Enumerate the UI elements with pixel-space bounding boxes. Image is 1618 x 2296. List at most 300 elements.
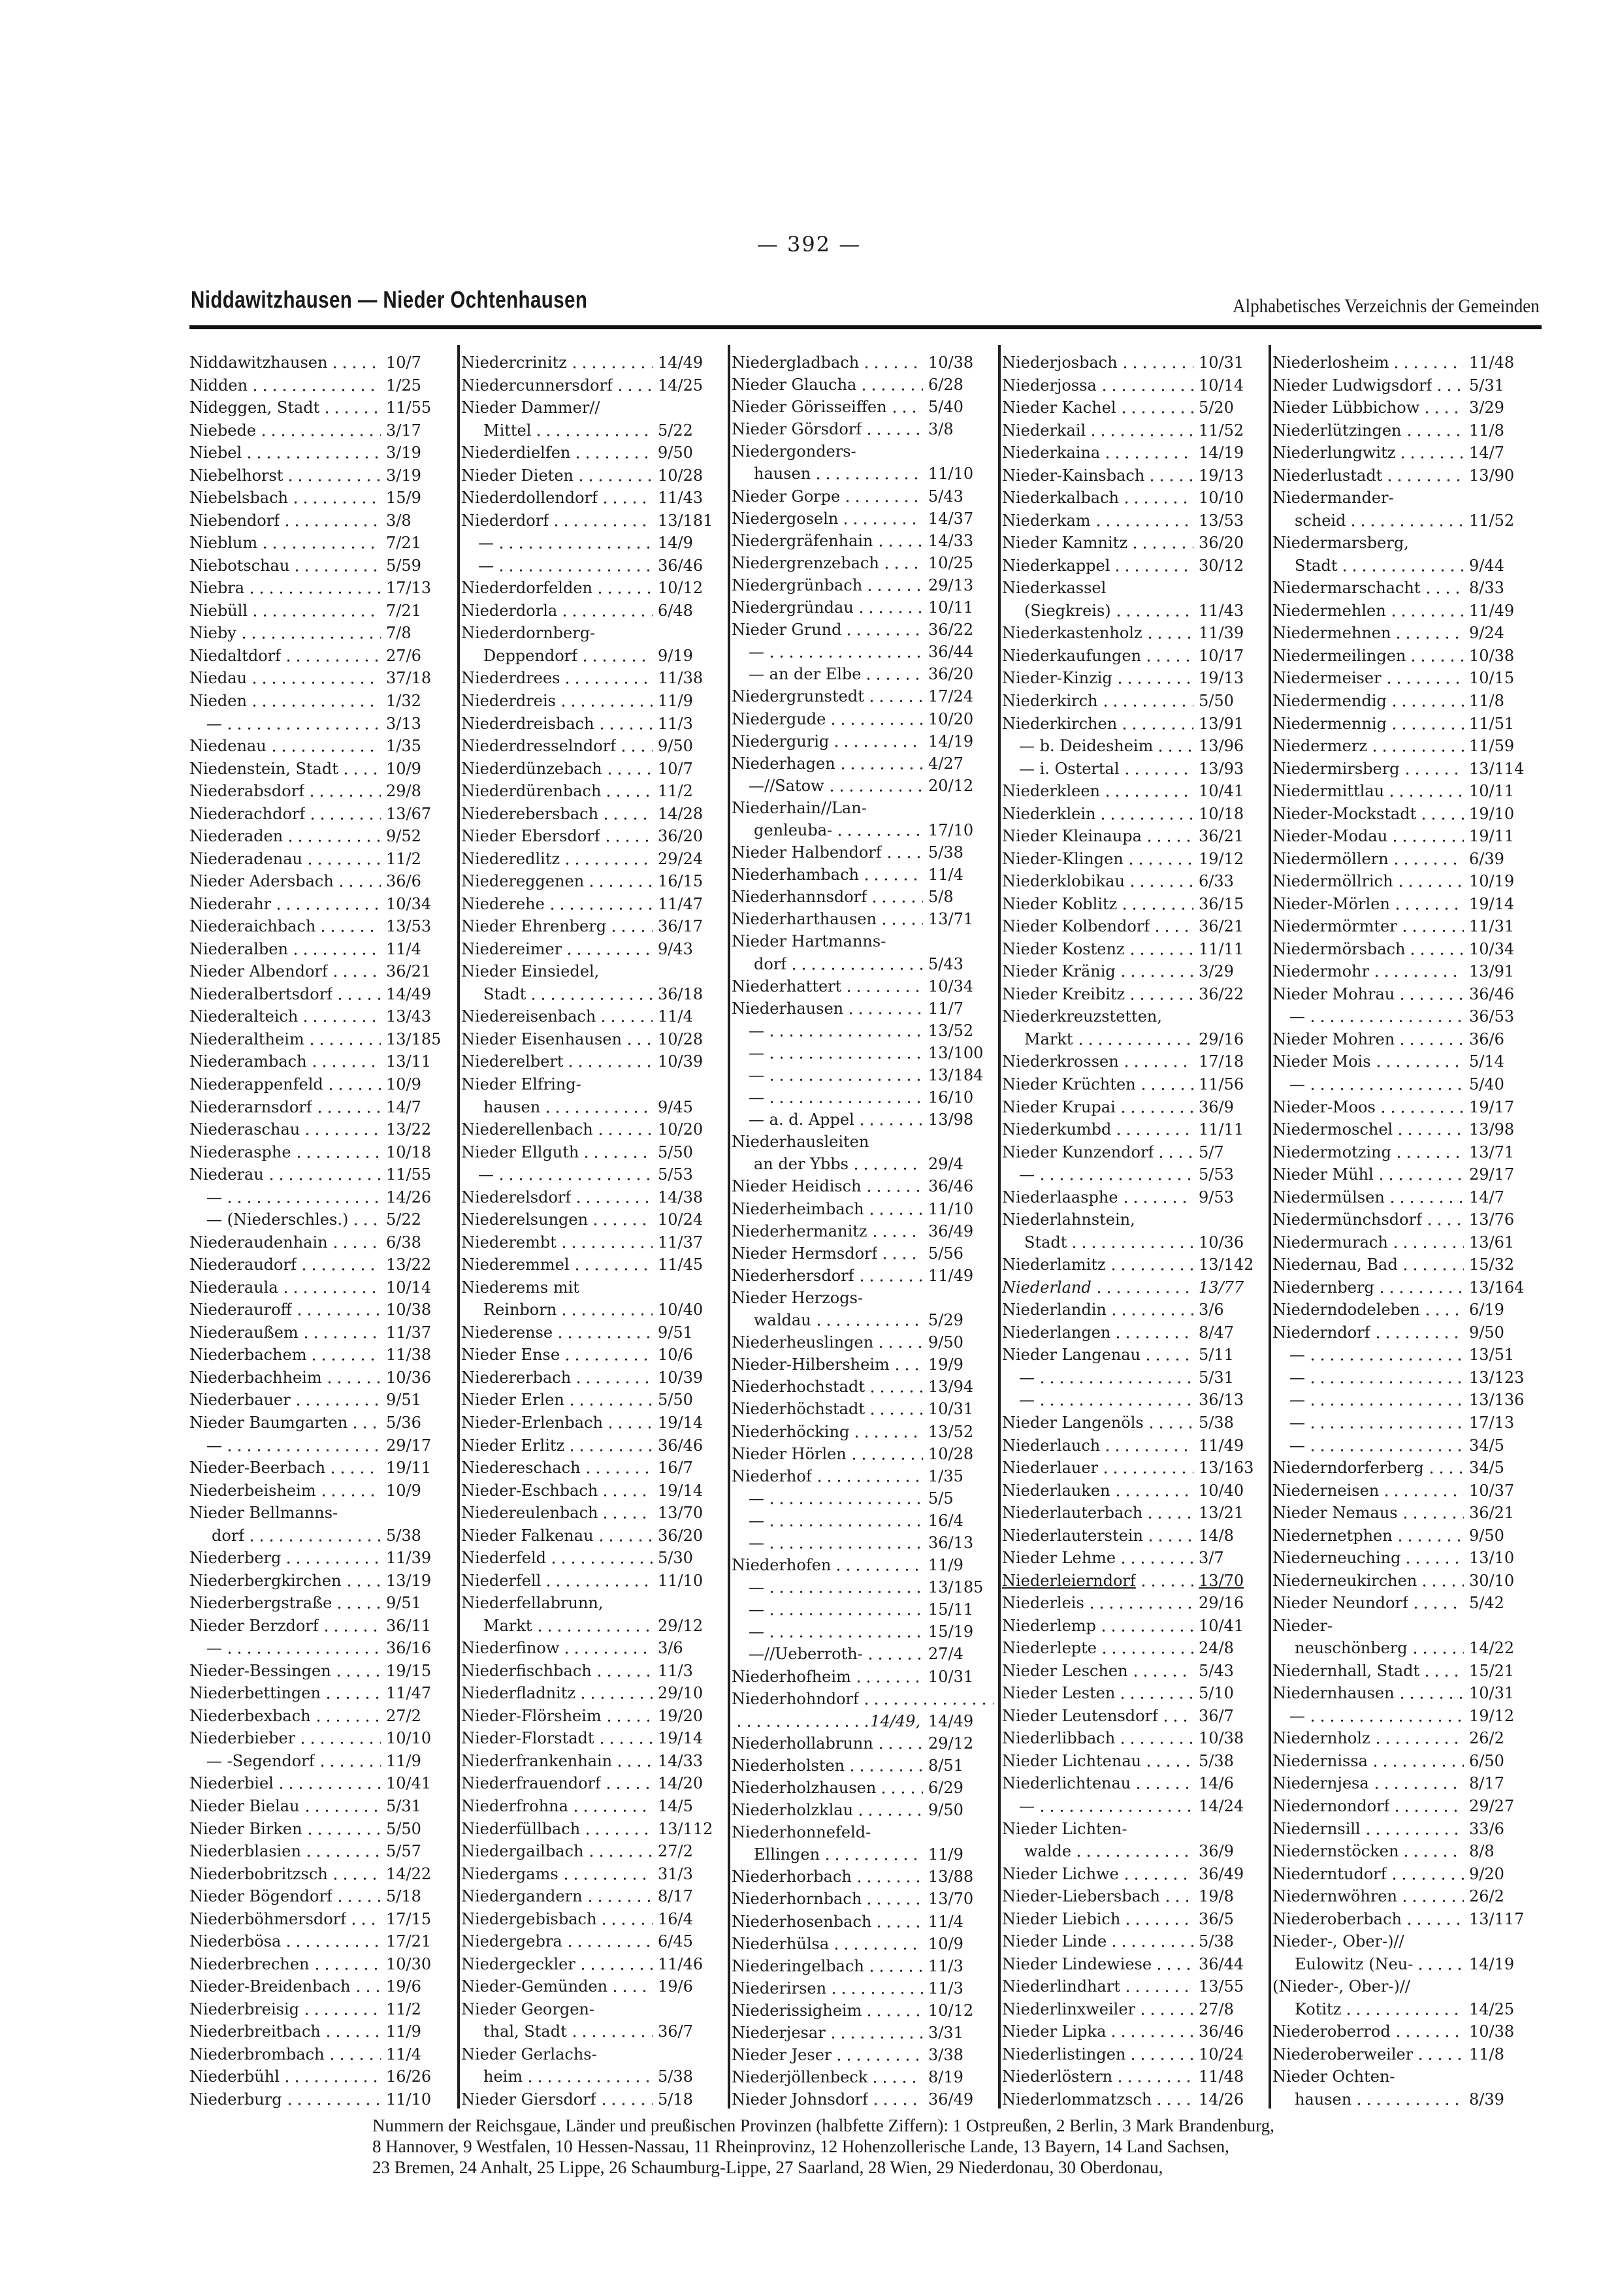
leader-dots [350,1413,381,1432]
leader-dots [247,1526,381,1545]
region-number: 3/29 [1199,962,1234,981]
index-entry [461,759,726,779]
place-name: Niederjosbach [1002,353,1118,372]
ditto-entry: —//Satow [749,776,824,795]
leader-dots [870,1221,923,1241]
place-name: Niederemmel [461,1255,570,1274]
region-number: 10/38 [928,353,974,372]
index-entry [1002,759,1267,779]
index-entry [189,1638,454,1658]
leader-dots [1145,1503,1193,1523]
place-name: Niederkreuzstetten, [1002,1007,1162,1026]
leader-dots [834,2045,923,2065]
index-entry [732,1577,996,1597]
leader-dots [603,826,653,846]
place-name-continuation: (Siegkreis) [1024,601,1111,620]
index-entry [461,2045,726,2064]
place-name: Niedermennig [1272,714,1387,733]
region-number: 11/3 [658,1661,693,1680]
place-name: Nieder Gorpe [732,487,841,506]
ditto-entry: — [749,643,764,662]
place-name-continuation: hausen [754,464,811,483]
region-number: 29/10 [658,1684,704,1703]
place-name: Niederlandin [1002,1301,1107,1319]
leader-dots [1122,759,1193,779]
region-number: 10/14 [386,1278,432,1297]
place-name: Niedergründau [732,598,854,617]
region-number: 16/7 [658,1459,693,1478]
index-entry [1272,443,1537,462]
index-entry [1272,1932,1537,1951]
place-name: Nieder Lichten- [1002,1819,1127,1838]
place-name: Nieder Mühl [1272,1165,1374,1184]
index-entry [189,2090,454,2109]
leader-dots [1127,939,1193,959]
leader-dots [604,781,653,801]
index-entry-continuation [1272,1638,1537,1658]
region-number: 10/9 [386,1481,421,1500]
index-entry [189,781,454,801]
place-name: Nieder Kreibitz [1002,984,1125,1003]
index-entry [1002,398,1267,417]
leader-dots [1400,1886,1464,1906]
place-name: Niedermendig [1272,691,1387,710]
index-entry [1002,849,1267,869]
leader-dots [767,1065,923,1085]
index-entry [1002,668,1267,688]
place-name: Niederdreis [461,691,556,710]
region-number: 13/98 [928,1110,974,1129]
place-name: Niederlamitz [1002,1255,1106,1274]
place-name: Nieder Falkenau [461,1526,594,1545]
region-number: 36/7 [1199,1706,1234,1725]
index-entry [732,419,996,439]
leader-dots [1122,1864,1193,1884]
index-entry [189,1345,454,1365]
region-number: 10/39 [658,1368,704,1387]
place-name: Niederheimbach [732,1199,864,1218]
index-entry [732,887,996,907]
leader-dots [535,1616,653,1636]
place-name: Nieder Mohrau [1272,984,1395,1003]
leader-dots [307,1029,381,1049]
leader-dots [1400,1503,1464,1523]
place-name: Niederkam [1002,511,1091,530]
place-name: Nieder Hermsdorf [732,1244,878,1263]
place-name: Niederneisen [1272,1481,1380,1500]
index-entry [1272,826,1537,846]
leader-dots [269,736,381,756]
leader-dots [835,820,923,840]
region-number: 19/14 [658,1729,704,1748]
index-entry [732,1221,996,1241]
index-entry [461,1638,726,1658]
index-entry [1002,1052,1267,1071]
index-entry [732,1800,996,1820]
index-entry [461,1571,726,1591]
region-number: 3/6 [658,1639,683,1658]
leader-dots [1076,1029,1193,1049]
index-entry [1272,714,1537,734]
place-name: Niederbühl [189,2067,280,2086]
region-number: 13/88 [928,1868,974,1886]
leader-dots [864,1176,923,1196]
place-name: Niedergeckler [461,1954,575,1973]
place-name: Niederelbert [461,1052,564,1071]
leader-dots [276,1773,381,1793]
index-entry [189,1029,454,1049]
index-entry [461,1706,726,1726]
index-entry [1002,1390,1267,1410]
index-entry [732,1600,996,1619]
leader-dots [1395,1526,1464,1545]
place-name-continuation: Mittel [483,421,532,440]
place-name: Niedermöllrich [1272,872,1393,891]
place-name: Niederellenbach [461,1120,593,1139]
index-entry [1002,916,1267,936]
place-name: Niedergoseln [732,509,839,528]
region-number: 13/185 [928,1578,984,1597]
leader-dots [570,353,653,372]
region-number: 1/32 [386,691,421,710]
place-name: Niederaichbach [189,917,316,936]
region-number: 36/15 [1199,894,1244,913]
place-name: Niederalbertsdorf [189,984,333,1003]
place-name: Niederkirchen [1002,714,1118,733]
index-entry [1002,984,1267,1004]
leader-dots [571,1796,653,1816]
place-name: Niederntudorf [1272,1864,1387,1883]
index-entry [461,1075,726,1094]
ditto-entry: — [1289,1413,1305,1432]
leader-dots [1370,736,1464,756]
region-number: 13/114 [1469,759,1525,778]
place-name: Niedermoschel [1272,1120,1393,1139]
leader-dots [331,1233,381,1252]
place-name: Niederehe [461,894,545,913]
place-name: Niederlibbach [1002,1729,1116,1748]
leader-dots [250,601,381,621]
index-entry [1002,1864,1267,1884]
leader-dots [1147,466,1193,485]
region-number: 11/3 [928,1956,963,1975]
leader-dots [852,1422,923,1442]
region-number: 3/19 [386,466,421,485]
place-name: Niedenau [189,737,267,756]
index-entry [461,1977,726,1996]
region-number: 36/6 [1469,1029,1504,1048]
region-number: 5/50 [386,1819,421,1838]
place-name: Niederbachheim [189,1368,322,1387]
place-name: Niedergonders- [732,442,856,461]
leader-dots [1113,1481,1193,1500]
place-name: Nieder Mois [1272,1052,1371,1071]
index-entry [189,1368,454,1387]
region-number: 5/43 [928,487,963,506]
place-name: Nieder Kleinaupa [1002,827,1142,846]
region-number: 10/24 [1199,2045,1244,2063]
leader-dots [335,1886,381,1906]
index-entry [189,1458,454,1478]
place-name: Niedernissa [1272,1751,1368,1770]
region-number: 11/52 [1469,511,1515,530]
index-entry [189,1909,454,1929]
region-number: 3/19 [386,444,421,462]
place-name: Niederkumbd [1002,1120,1112,1139]
place-name: Niederfrohna [461,1797,568,1815]
place-name: Nieder-Liebersbach [1002,1887,1160,1906]
place-name: Niedergude [732,709,826,728]
region-number: 10/36 [386,1368,432,1387]
region-number: 13/53 [386,917,432,936]
region-number: 36/20 [1199,534,1244,553]
leader-dots [876,1734,923,1753]
leader-dots [1099,1638,1193,1658]
place-name: Nieder Baumgarten [189,1413,348,1432]
region-number: 11/43 [658,489,704,508]
region-number: 11/8 [1469,691,1504,710]
place-name: Nieder Langenau [1002,1346,1141,1365]
place-name: Niederhollabrunn [732,1734,873,1753]
region-number: 10/34 [1469,939,1515,958]
column-rule [728,345,730,2109]
region-number: 14/49 [658,353,704,372]
region-number: 19/14 [658,1413,704,1432]
index-entry [732,1244,996,1263]
index-entry [1002,736,1267,756]
index-entry [461,1796,726,1816]
index-entry [732,2045,996,2065]
index-entry [1272,781,1537,801]
region-number: 10/7 [386,353,421,372]
place-name-continuation: heim [483,2067,523,2086]
index-entry [1002,1188,1267,1207]
leader-dots [580,646,653,666]
region-number: 10/24 [658,1210,704,1229]
index-entry [1272,1075,1537,1094]
region-number: 8/8 [1469,1842,1495,1861]
place-name: Niederhonnefeld- [732,1823,871,1842]
leader-dots [1387,1188,1464,1207]
leader-dots [767,1489,923,1508]
index-entry [1002,894,1267,914]
place-name: Niedermarsberg, [1272,534,1409,553]
leader-dots [1139,1075,1193,1094]
place-name: Niederelsungen [461,1210,589,1229]
leader-dots [841,509,923,528]
region-number: 27/2 [386,1706,421,1725]
index-entry [1002,443,1267,462]
leader-dots [328,1458,381,1478]
place-name: Niedenstein, Stadt [189,759,338,778]
region-number: 13/90 [1469,466,1515,485]
region-number: 10/34 [928,977,974,995]
region-number: 1/35 [928,1466,963,1485]
index-entry [189,1593,454,1613]
region-number: 10/12 [928,2001,974,2020]
index-entry [189,646,454,666]
ditto-entry: — [1289,1706,1305,1725]
region-number: 14/5 [658,1797,693,1815]
leader-dots [1434,376,1464,395]
index-entry [1002,1751,1267,1771]
region-number: 1/35 [386,737,421,756]
index-entry-continuation [461,984,726,1004]
index-entry [461,398,726,417]
index-entry [189,533,454,553]
region-number: 10/40 [658,1301,704,1319]
place-name-continuation: an der Ybbs [754,1155,849,1174]
region-number: 13/163 [1199,1459,1254,1478]
place-name: Niederhambach [732,865,860,884]
index-entry-continuation [1002,1029,1267,1049]
index-entry [1272,1323,1537,1342]
place-name-continuation: Reinborn [483,1301,557,1319]
place-name: Niedernhausen [1272,1684,1395,1703]
leader-dots [302,1796,381,1816]
region-number: 11/39 [386,1549,432,1568]
leader-dots [302,1999,381,2019]
leader-dots [574,1368,653,1387]
region-number: 5/50 [658,1142,693,1161]
index-entry [1272,1909,1537,1929]
place-name: Niederingelbach [732,1956,864,1975]
leader-dots [567,1390,653,1410]
index-entry [1002,1210,1267,1229]
leader-dots [1403,1548,1464,1568]
place-name: Niederlauterstein [1002,1526,1143,1545]
index-column-1 [189,353,454,2110]
index-entry [1002,714,1267,734]
leader-dots [1395,1120,1464,1139]
index-entry [1272,759,1537,779]
index-entry-continuation [1272,556,1537,575]
region-number: 3/7 [1199,1549,1224,1568]
leader-dots [1308,1413,1464,1432]
region-number: 8/51 [928,1756,963,1775]
index-entry [461,736,726,756]
index-entry [189,1548,454,1568]
leader-dots [1120,714,1193,734]
leader-dots [250,376,381,395]
leader-dots [867,1399,923,1419]
index-entry [732,1778,996,1798]
index-entry [732,1912,996,1932]
place-name: Nieder-Kainsbach [1002,466,1145,485]
place-name: Nieder Jeser [732,2046,832,2065]
place-name-continuation: Stadt [1024,1233,1067,1252]
region-number: 11/43 [1199,601,1244,620]
place-name: Niedereschach [461,1459,581,1478]
leader-dots [304,1841,381,1861]
index-entry [461,1233,726,1252]
index-entry [461,1593,726,1613]
leader-dots [1308,1075,1464,1094]
leader-dots [856,598,923,617]
region-number: 19/13 [1199,669,1244,688]
region-number: 10/20 [928,709,974,728]
place-name: Niederadenau [189,849,303,868]
place-name: Niederasphe [189,1142,291,1161]
place-name: Nieder Adersbach [189,872,334,891]
index-entry [732,1644,996,1664]
region-number: 10/28 [658,466,704,485]
leader-dots [558,691,653,711]
index-entry-continuation [461,1097,726,1117]
region-number: 29/12 [928,1734,974,1753]
leader-dots [864,2001,923,2020]
index-entry-continuation [1272,511,1537,530]
region-number: 5/5 [928,1489,954,1508]
leader-dots [551,511,653,530]
place-name: Niedermehlen [1272,601,1386,620]
leader-dots [301,1323,381,1342]
place-name: Niederaußem [189,1323,299,1342]
leader-dots [225,1638,381,1658]
region-number: 9/24 [1469,624,1504,643]
place-name: Niederburg [189,2090,282,2109]
place-name: Niedermerz [1272,737,1367,756]
region-number: 3/38 [928,2046,963,2065]
index-entry [1002,511,1267,530]
index-entry [1272,1413,1537,1432]
index-entry [189,1097,454,1117]
index-entry-continuation [732,464,996,483]
place-name: Niedermurach [1272,1233,1388,1252]
index-entry [1002,1097,1267,1117]
place-name: Niederhofheim [732,1667,851,1686]
leader-dots [1163,1886,1193,1906]
place-name: Niedermörmter [1272,917,1397,936]
region-number: 10/36 [1199,1233,1244,1252]
region-number: 11/37 [386,1323,432,1342]
region-number: 14/25 [658,376,704,395]
region-number: 5/18 [386,1887,421,1906]
region-number: 11/31 [1469,917,1515,936]
leader-dots [1391,353,1464,372]
region-number: 36/21 [1199,827,1244,846]
region-number: 5/18 [658,2090,693,2109]
index-entry [732,1088,996,1107]
place-name: Niedergrunstedt [732,687,864,706]
region-number: 10/28 [658,1029,704,1048]
index-entry [461,691,726,711]
region-number: 9/19 [658,646,693,665]
index-entry [1002,1886,1267,1906]
region-number: 11/59 [1469,737,1515,756]
place-name: Niebelhorst [189,466,283,485]
place-name: Niederdorf [461,511,549,530]
region-number: 11/9 [658,691,693,710]
region-number: 9/52 [386,827,421,846]
place-name: Nieden [189,691,247,710]
place-name: Nieder- [1272,1616,1333,1635]
leader-dots [312,1954,381,1974]
region-number: 13/52 [928,1021,974,1040]
region-number: 10/7 [658,759,693,778]
place-name: Niederfrauendorf [461,1774,601,1793]
place-name: Niederappenfeld [189,1075,323,1093]
leader-dots [549,1548,653,1568]
index-entry [1272,376,1537,395]
index-entry [732,375,996,395]
leader-dots [1393,2022,1464,2041]
place-name: Nieder Erlitz [461,1436,565,1455]
index-entry [1002,2067,1267,2086]
place-name: Nieder Lichwe [1002,1864,1119,1883]
leader-dots [282,2067,381,2086]
leader-dots [1402,759,1464,779]
